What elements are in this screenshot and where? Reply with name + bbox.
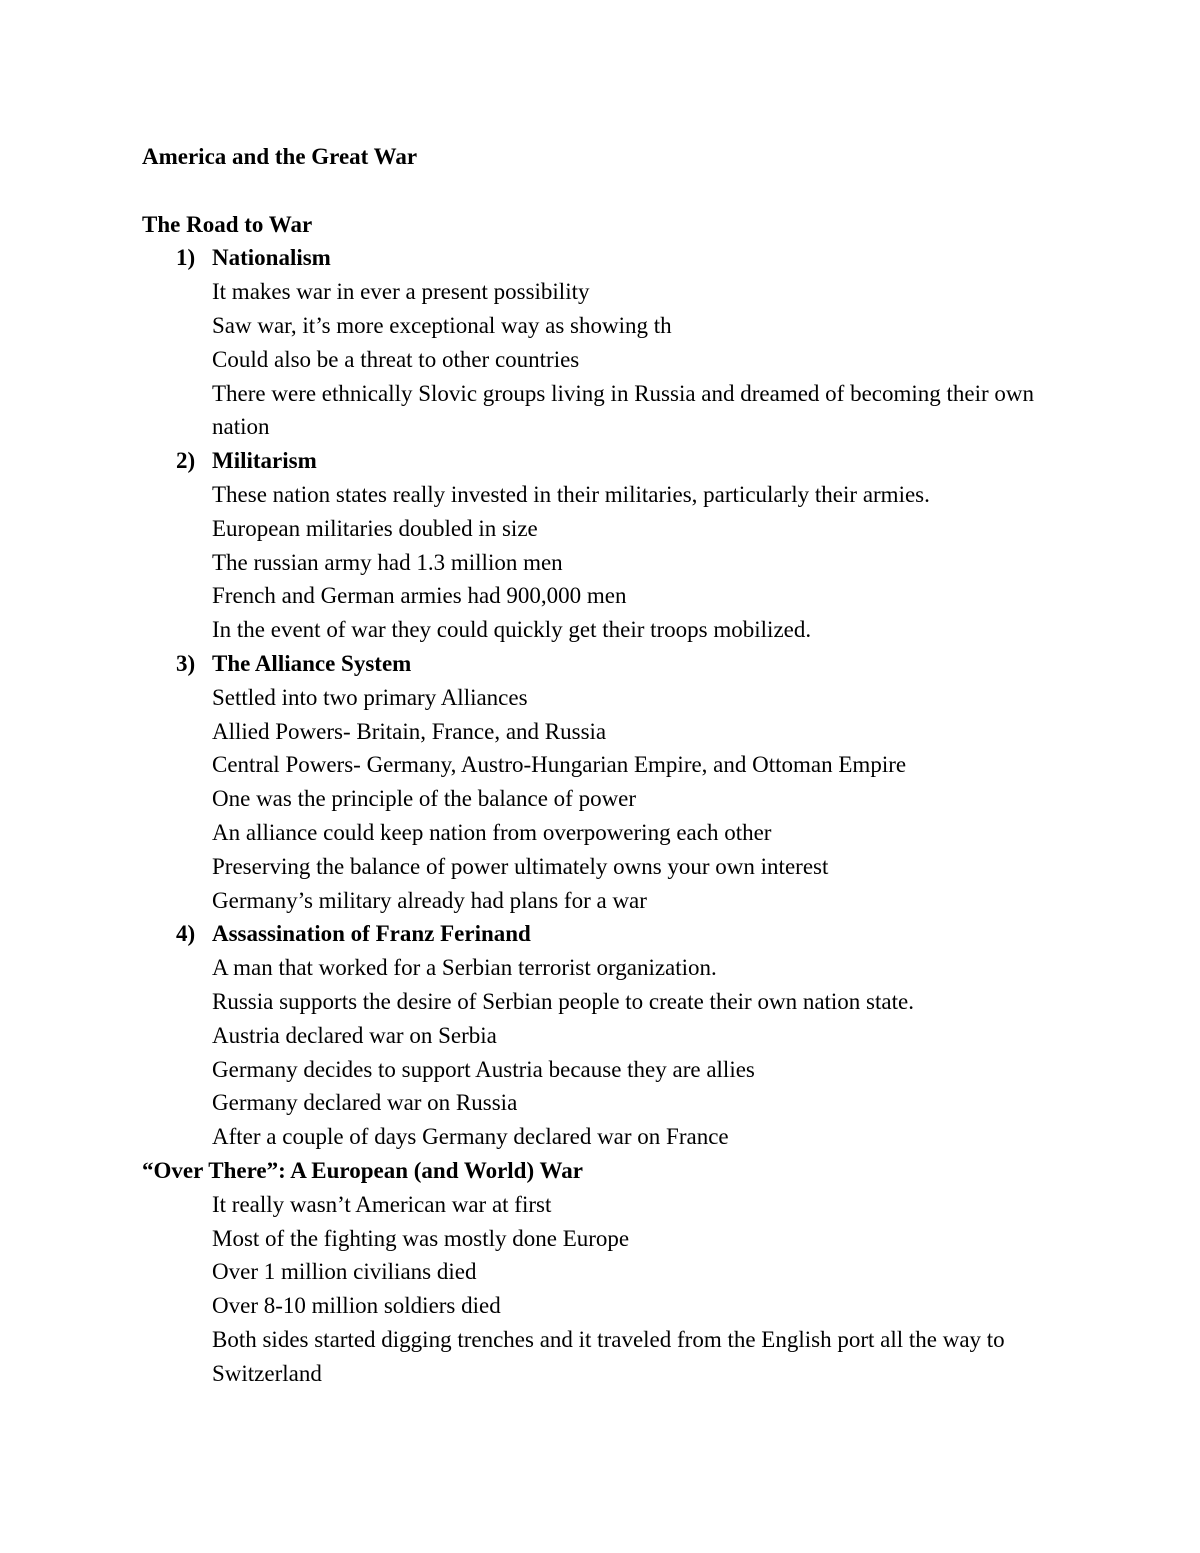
section-heading-road-to-war: The Road to War <box>142 211 313 237</box>
topic-point: Germany’s military already had plans for a war <box>212 887 647 913</box>
topic-point: Preserving the balance of power ultimately owns your own interest <box>212 853 829 879</box>
topic-point: European militaries doubled in size <box>212 515 538 541</box>
topic-point: In the event of war they could quickly get their troops mobilized. <box>212 617 812 643</box>
topic-point: The russian army had 1.3 million men <box>212 549 563 575</box>
topic-heading <box>176 917 1042 951</box>
topic-point: Austria declared war on Serbia <box>212 1022 497 1048</box>
section-point: Over 8-10 million soldiers died <box>212 1293 501 1319</box>
topic-number: 1) <box>176 245 196 271</box>
topic-number: 2) <box>176 448 196 474</box>
topic-heading-text: The Alliance System <box>212 650 412 676</box>
section-heading-over-there: “Over There”: A European (and World) War <box>142 1157 583 1183</box>
topic-heading <box>176 647 1042 681</box>
topic-point: Settled into two primary Alliances <box>212 684 528 710</box>
section-points <box>142 1188 1042 1391</box>
topic-point: Germany declared war on Russia <box>212 1090 518 1116</box>
topic-point: Could also be a threat to other countries <box>212 346 580 372</box>
topic-point: Allied Powers- Britain, France, and Russia <box>212 718 607 744</box>
blank-line <box>142 174 1042 208</box>
topic-point: These nation states really invested in their militaries, particularly their armies. <box>212 481 930 507</box>
topic-point: It makes war in ever a present possibility <box>212 279 590 305</box>
topic-heading <box>176 241 1042 275</box>
topic-point: Central Powers- Germany, Austro-Hungarian Empire, and Ottoman Empire <box>212 752 907 778</box>
topic-point: An alliance could keep nation from overpowering each other <box>212 819 772 845</box>
topic-heading-text: Nationalism <box>212 245 331 271</box>
document-body <box>142 140 1042 1390</box>
topic-number: 4) <box>176 921 196 947</box>
topic-assassination <box>142 917 1042 1154</box>
topic-nationalism <box>142 241 1042 444</box>
topic-point: One was the principle of the balance of power <box>212 786 637 812</box>
section-point: Both sides started digging trenches and it traveled from the English port all the way to Switzerland <box>212 1326 1005 1386</box>
topic-heading-text: Militarism <box>212 448 317 474</box>
topic-militarism <box>142 444 1042 647</box>
topic-point: A man that worked for a Serbian terrorist organization. <box>212 955 717 981</box>
topic-alliance-system <box>142 647 1042 917</box>
document-title: America and the Great War <box>142 144 418 169</box>
topic-number: 3) <box>176 650 196 676</box>
topic-point: Russia supports the desire of Serbian people to create their own nation state. <box>212 988 914 1014</box>
topic-heading-text: Assassination of Franz Ferinand <box>212 921 531 947</box>
section-point: It really wasn’t American war at first <box>212 1191 552 1217</box>
topic-point: Germany decides to support Austria because they are allies <box>212 1056 755 1082</box>
topic-point: French and German armies had 900,000 men <box>212 583 627 609</box>
section-point: Most of the fighting was mostly done Europe <box>212 1225 630 1251</box>
topic-point: After a couple of days Germany declared war on France <box>212 1124 729 1150</box>
section-point: Over 1 million civilians died <box>212 1259 477 1285</box>
topic-point: There were ethnically Slovic groups living in Russia and dreamed of becoming their own nation <box>212 380 1035 440</box>
topic-heading <box>176 444 1042 478</box>
topic-point: Saw war, it’s more exceptional way as showing th <box>212 312 672 338</box>
